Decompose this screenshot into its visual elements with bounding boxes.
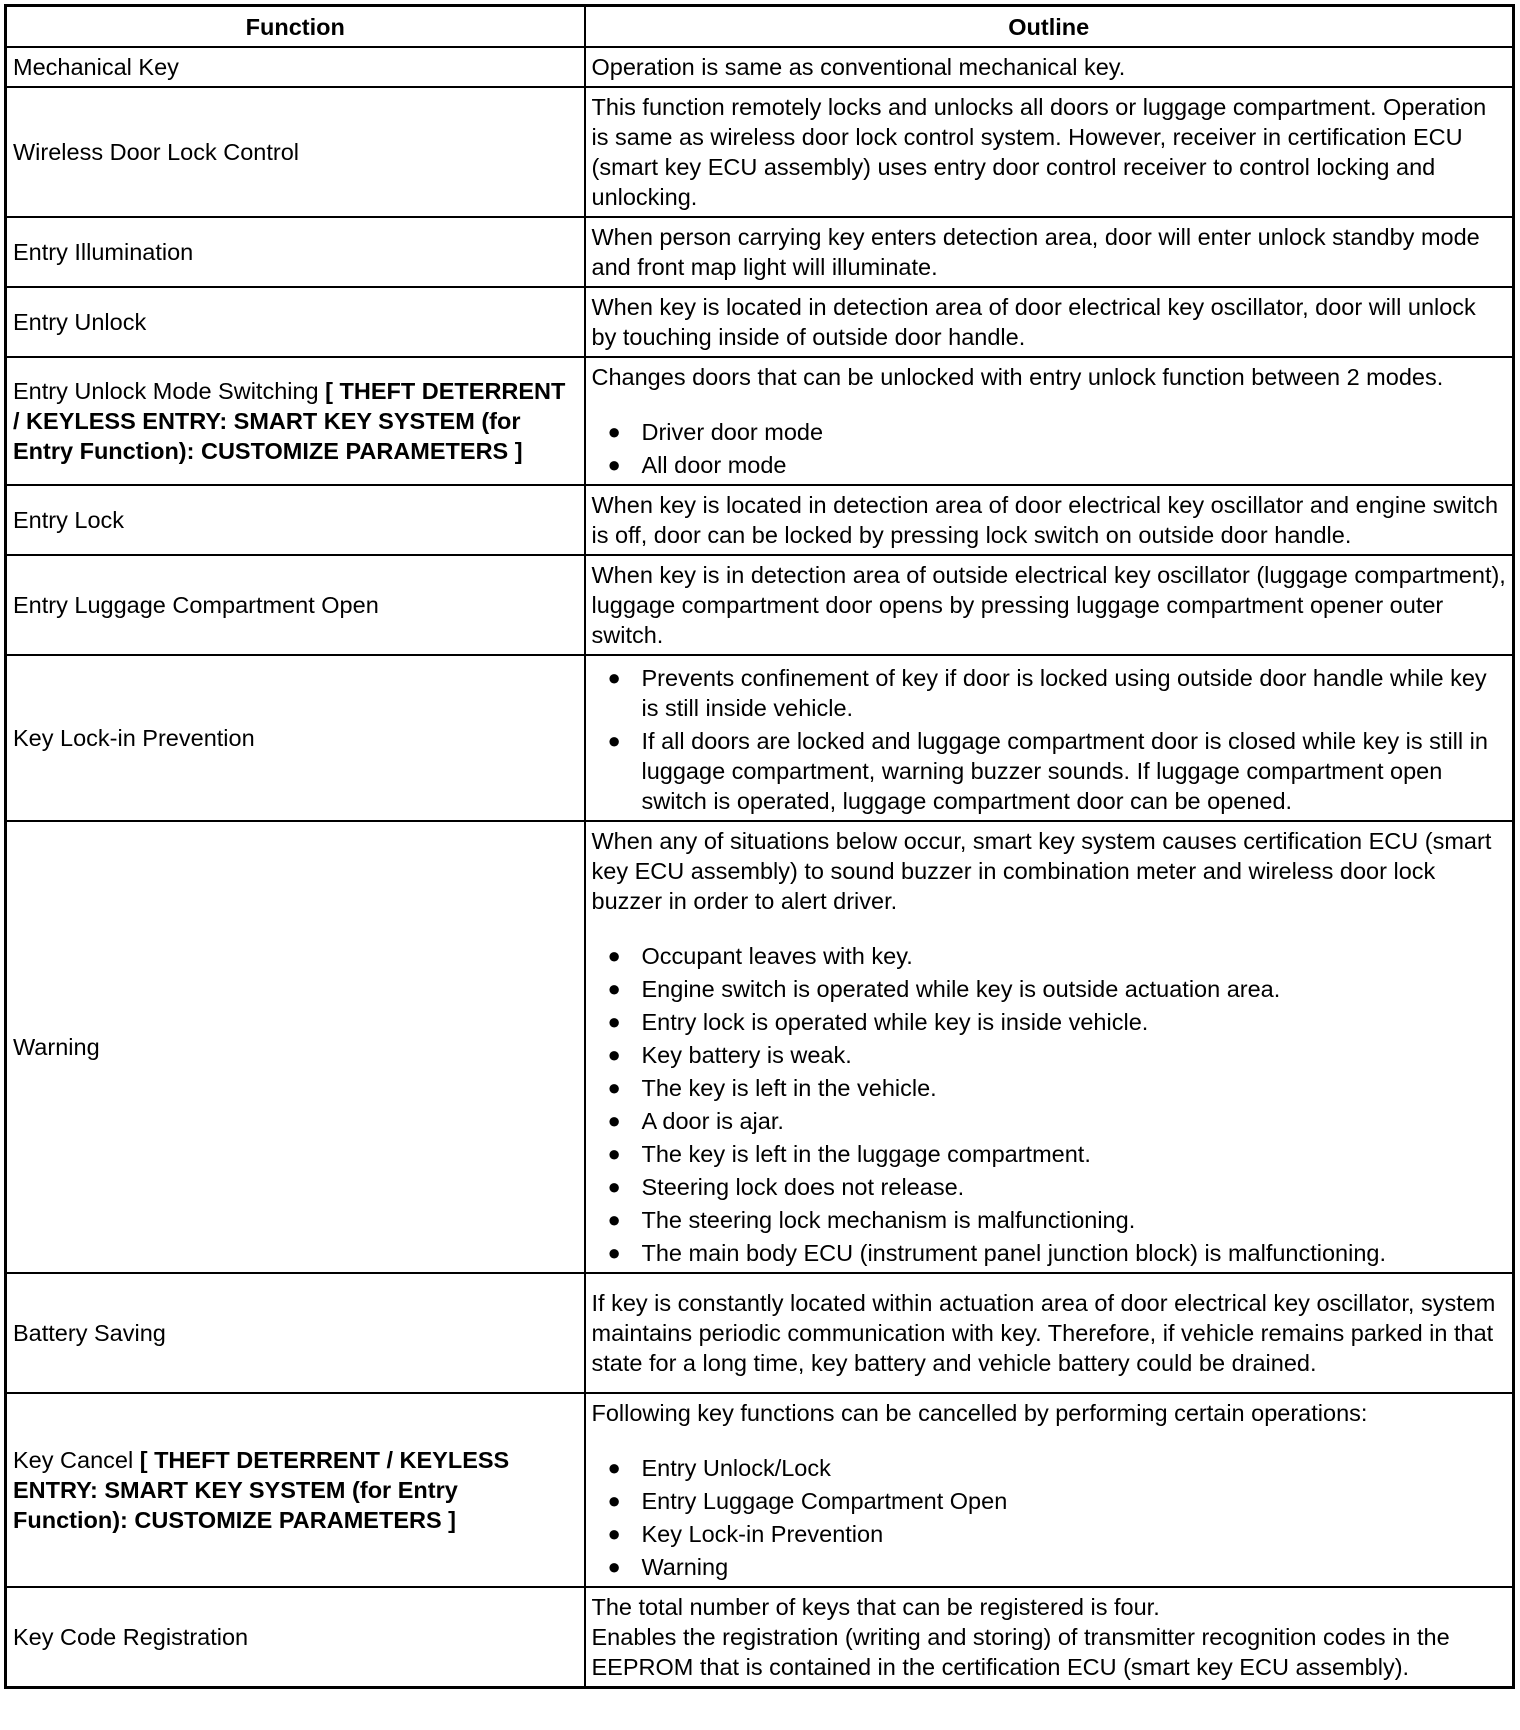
table-row — [6, 821, 1514, 1273]
function-name: Key Code Registration — [13, 1624, 249, 1650]
outline-cell — [585, 821, 1514, 1273]
bullet-list — [592, 663, 1507, 816]
outline-cell — [585, 1273, 1514, 1393]
function-cell — [6, 1587, 585, 1688]
function-outline-document — [4, 4, 1512, 1689]
paragraph-gap — [592, 1428, 1507, 1450]
function-name: Wireless Door Lock Control — [13, 139, 300, 165]
bullet-item: ● Warning — [592, 1552, 1507, 1582]
bullet-item: ● The key is left in the vehicle. — [592, 1073, 1507, 1103]
bullet-item: ● Key battery is weak. — [592, 1040, 1507, 1070]
function-name: Key Cancel — [13, 1447, 134, 1473]
bullet-item: ● The key is left in the luggage compartment. — [592, 1139, 1507, 1169]
bullet-list — [592, 941, 1507, 1268]
bullet-item: ● Entry Unlock/Lock — [592, 1453, 1507, 1483]
outline-text: Following key functions can be cancelled by performing certain operations: — [591, 1400, 1368, 1426]
function-cell — [6, 287, 585, 357]
function-cell — [6, 47, 585, 87]
table-body — [6, 47, 1514, 1688]
outline-text: If key is constantly located within actuation area of door electrical key oscillator, system maintains periodic communication with key. Therefore, if vehicle remains parked in that state for a long time, key battery and vehicle battery could be drained. — [591, 1290, 1496, 1376]
outline-text: When person carrying key enters detection area, door will enter unlock standby mode and front map light will illuminate. — [591, 224, 1480, 280]
function-name: Entry Illumination — [13, 239, 194, 265]
table-row — [6, 217, 1514, 287]
bullet-list — [592, 417, 1507, 480]
table-row — [6, 655, 1514, 821]
outline-text: When key is located in detection area of door electrical key oscillator and engine switch is off, door can be locked by pressing lock switch on outside door handle. — [591, 492, 1499, 548]
table-row — [6, 485, 1514, 555]
table-header-row — [6, 6, 1514, 48]
outline-text: When any of situations below occur, smart key system causes certification ECU (smart key ECU assembly) to sound buzzer in combination meter and wireless door lock buzzer in order to alert driver. — [591, 828, 1492, 914]
bullet-item: ● Occupant leaves with key. — [592, 941, 1507, 971]
function-name: Entry Lock — [13, 507, 125, 533]
function-name: Battery Saving — [13, 1320, 166, 1346]
function-name: Entry Luggage Compartment Open — [13, 592, 379, 618]
bullet-item: ● The steering lock mechanism is malfunctioning. — [592, 1205, 1507, 1235]
reference-link[interactable]: [ THEFT DETERRENT / KEYLESS ENTRY: SMART KEY SYSTEM (for Entry Function): CUSTOMIZE PARAMETERS ] — [13, 1447, 510, 1533]
table-row — [6, 87, 1514, 217]
function-cell — [6, 655, 585, 821]
bullet-list — [592, 1453, 1507, 1582]
outline-text: The total number of keys that can be registered is four. — [591, 1594, 1160, 1620]
bullet-item: ● The main body ECU (instrument panel junction block) is malfunctioning. — [592, 1238, 1507, 1268]
bullet-item: ● Engine switch is operated while key is outside actuation area. — [592, 974, 1507, 1004]
outline-cell — [585, 217, 1514, 287]
outline-cell — [585, 47, 1514, 87]
header-outline: Outline — [585, 6, 1514, 48]
bullet-item: ● All door mode — [592, 450, 1507, 480]
outline-cell — [585, 1587, 1514, 1688]
bullet-item: ● A door is ajar. — [592, 1106, 1507, 1136]
paragraph-gap — [592, 916, 1507, 938]
outline-cell — [585, 87, 1514, 217]
outline-text: When key is in detection area of outside electrical key oscillator (luggage compartment), luggage compartment door opens by pressing luggage compartment opener outer switch. — [591, 562, 1506, 648]
outline-cell — [585, 1393, 1514, 1587]
function-name: Key Lock-in Prevention — [13, 725, 255, 751]
function-cell — [6, 357, 585, 485]
table-row — [6, 1273, 1514, 1393]
paragraph-gap — [592, 392, 1507, 414]
table-row — [6, 47, 1514, 87]
bullet-item: ● If all doors are locked and luggage compartment door is closed while key is still in luggage compartment, warning buzzer sounds. If luggage compartment open switch is operated, luggage compartment door can be opened. — [592, 726, 1507, 816]
function-name: Warning — [13, 1034, 100, 1060]
outline-text: Operation is same as conventional mechanical key. — [591, 54, 1126, 80]
outline-cell — [585, 357, 1514, 485]
table-row — [6, 1393, 1514, 1587]
function-cell — [6, 555, 585, 655]
table-row — [6, 287, 1514, 357]
table-row — [6, 357, 1514, 485]
function-name: Entry Unlock — [13, 309, 147, 335]
outline-text: Changes doors that can be unlocked with entry unlock function between 2 modes. — [591, 364, 1444, 390]
function-name: Entry Unlock Mode Switching — [13, 378, 319, 404]
outline-cell — [585, 287, 1514, 357]
bullet-item: ● Entry lock is operated while key is inside vehicle. — [592, 1007, 1507, 1037]
bullet-item: ● Driver door mode — [592, 417, 1507, 447]
function-cell — [6, 87, 585, 217]
function-cell — [6, 1393, 585, 1587]
header-function: Function — [6, 6, 585, 48]
outline-cell — [585, 555, 1514, 655]
function-name: Mechanical Key — [13, 54, 179, 80]
outline-text: Enables the registration (writing and storing) of transmitter recognition codes in the EEPROM that is contained in the certification ECU (smart key ECU assembly). — [591, 1624, 1450, 1680]
function-cell — [6, 485, 585, 555]
outline-cell — [585, 485, 1514, 555]
outline-text: When key is located in detection area of door electrical key oscillator, door will unlock by touching inside of outside door handle. — [591, 294, 1476, 350]
bullet-item: ● Steering lock does not release. — [592, 1172, 1507, 1202]
table-row — [6, 1587, 1514, 1688]
reference-link[interactable]: [ THEFT DETERRENT / KEYLESS ENTRY: SMART KEY SYSTEM (for Entry Function): CUSTOMIZE PARAMETERS ] — [13, 378, 566, 464]
function-cell — [6, 217, 585, 287]
outline-cell — [585, 655, 1514, 821]
bullet-item: ● Entry Luggage Compartment Open — [592, 1486, 1507, 1516]
outline-text: This function remotely locks and unlocks all doors or luggage compartment. Operation is same as wireless door lock control system. However, receiver in certification ECU (smart key ECU assembly) uses entry door control receiver to control locking and unlocking. — [591, 94, 1487, 210]
bullet-item: ● Prevents confinement of key if door is locked using outside door handle while key is still inside vehicle. — [592, 663, 1507, 723]
function-cell — [6, 821, 585, 1273]
function-cell — [6, 1273, 585, 1393]
table-row — [6, 555, 1514, 655]
bullet-item: ● Key Lock-in Prevention — [592, 1519, 1507, 1549]
function-outline-table — [4, 4, 1515, 1689]
